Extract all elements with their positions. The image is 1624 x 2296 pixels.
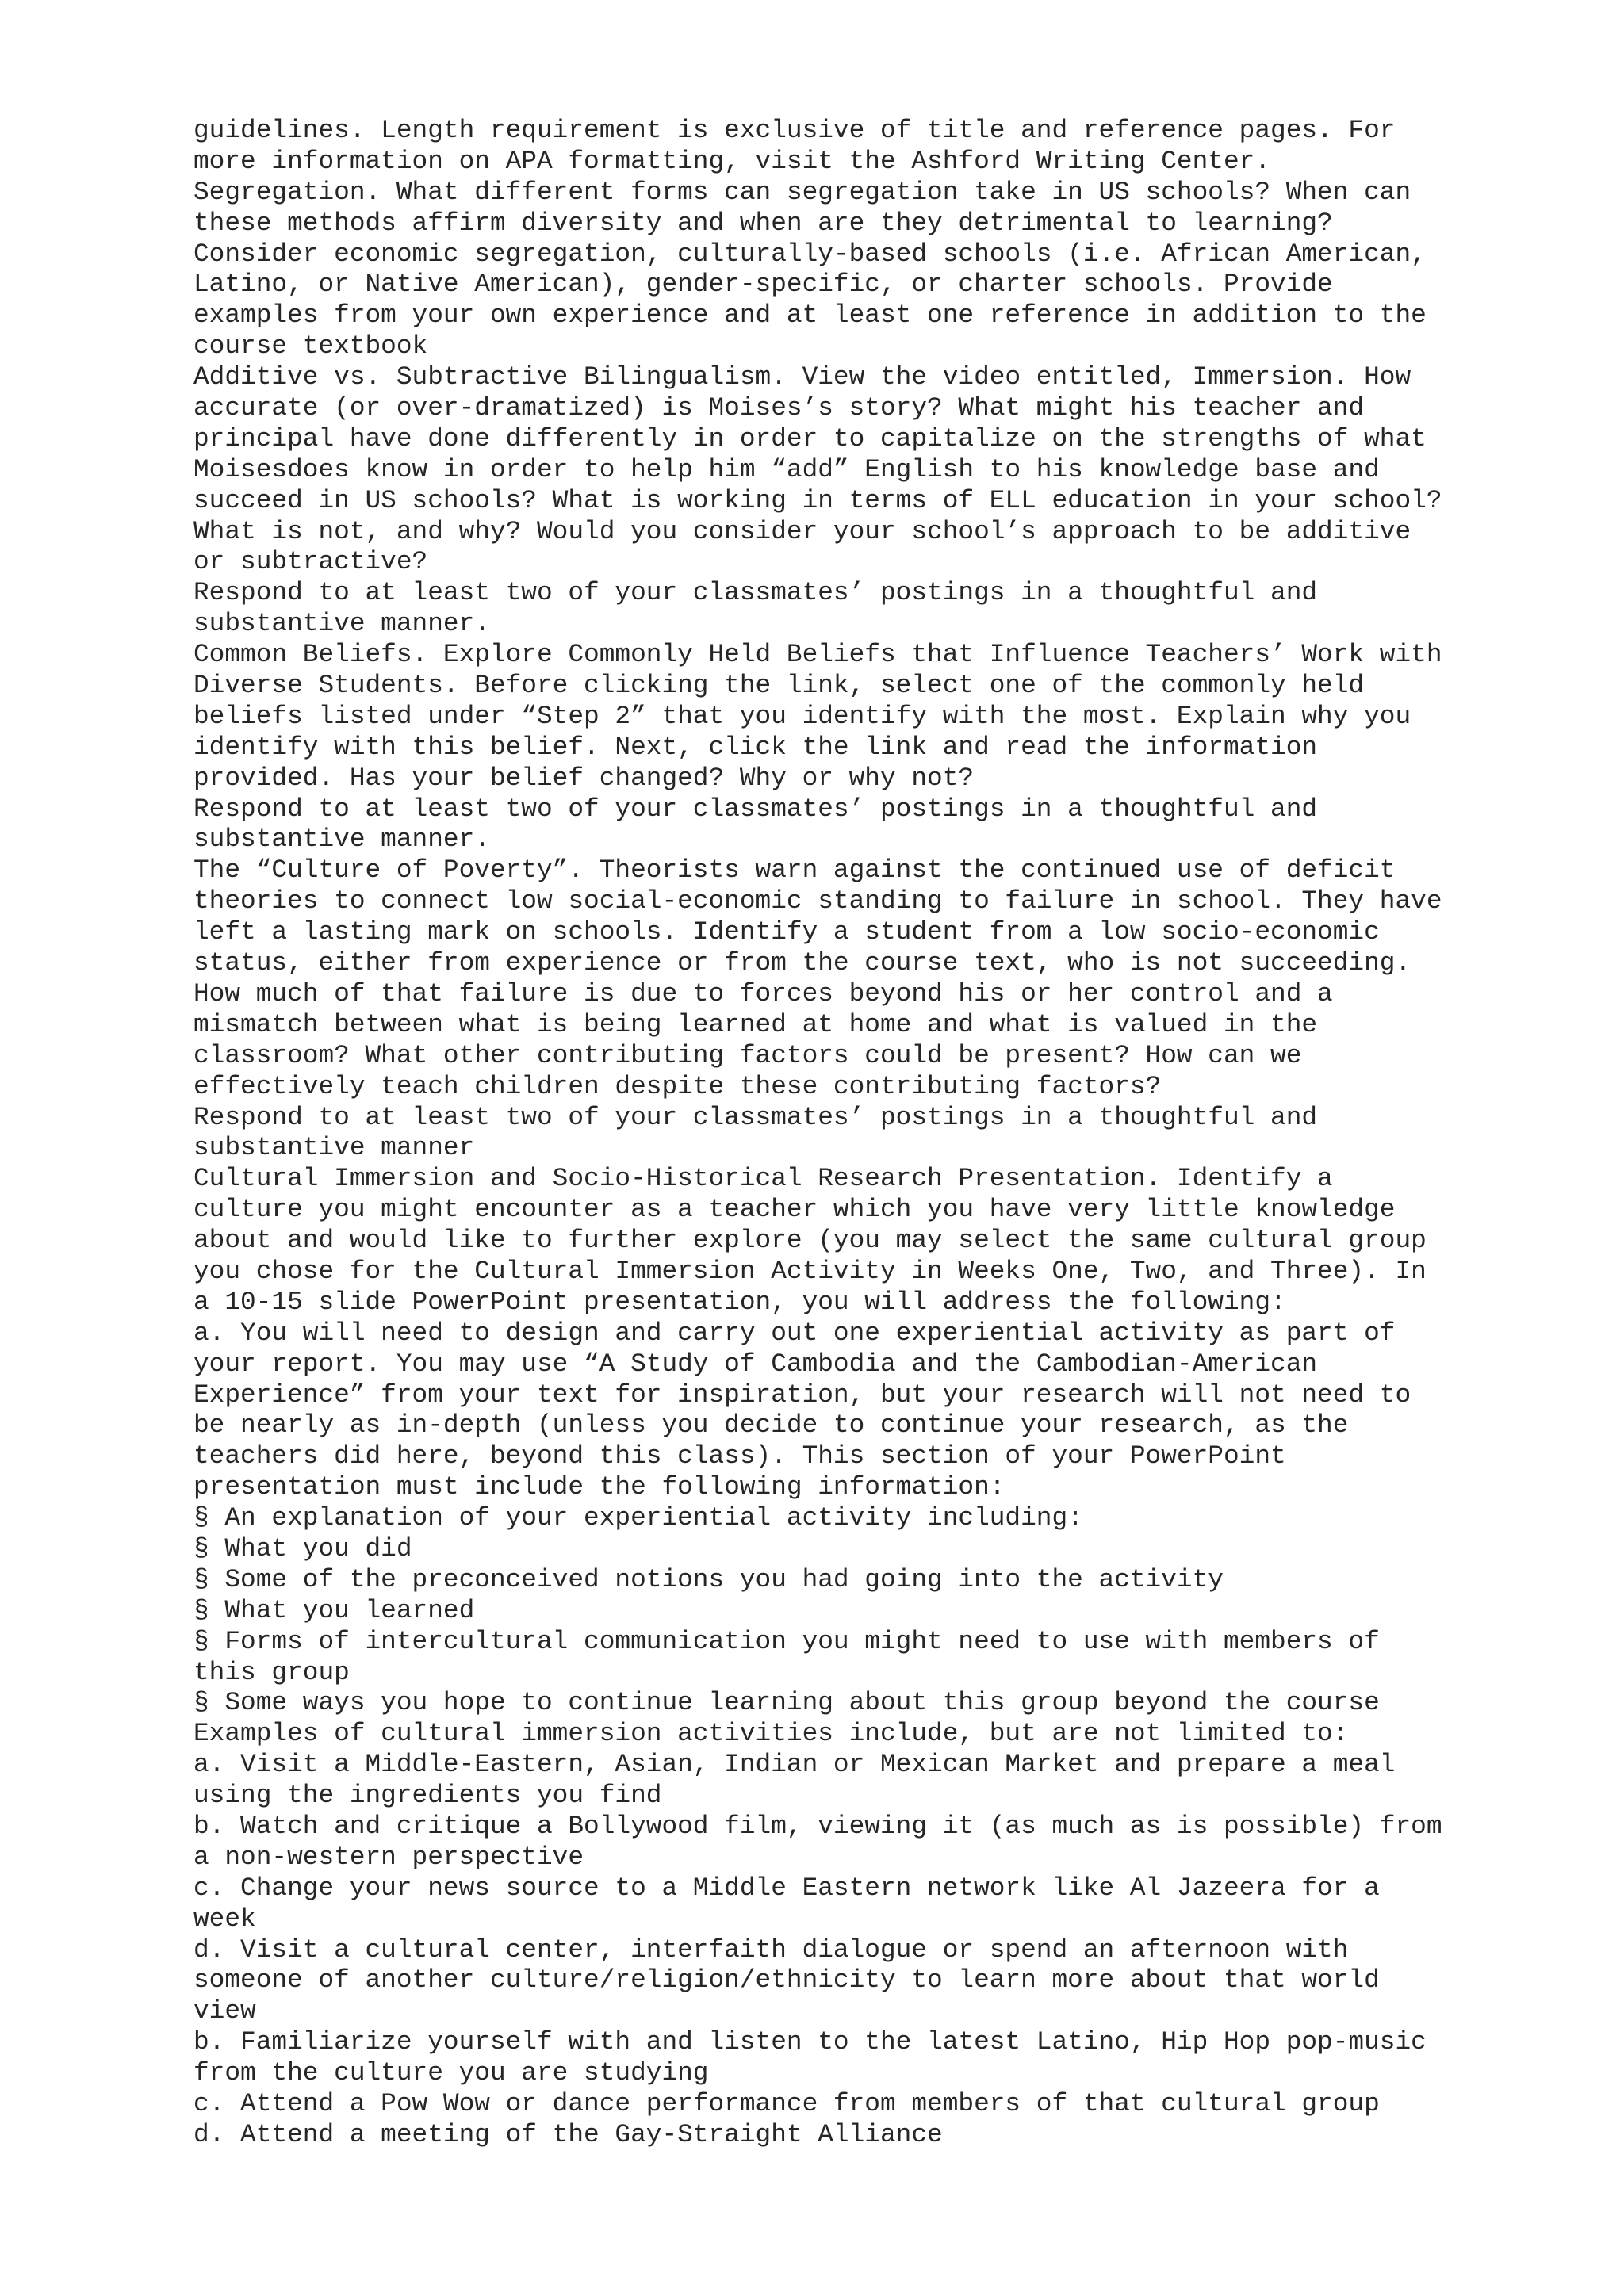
text-line: these methods affirm diversity and when are they detrimental to learning? — [193, 208, 1333, 238]
text-line: § What you did — [193, 1533, 412, 1563]
text-line: using the ingredients you find — [193, 1781, 662, 1811]
text-line: examples from your own experience and at least one reference in addition to the — [193, 300, 1427, 331]
text-line: about and would like to further explore (you may select the same cultural group — [193, 1226, 1427, 1256]
text-line: Consider economic segregation, culturally-based schools (i.e. African American, — [193, 239, 1427, 269]
text-line: substantive manner — [193, 1133, 475, 1163]
text-line: c. Change your news source to a Middle Eastern network like Al Jazeera for a — [193, 1873, 1380, 1903]
text-line: from the culture you are studying — [193, 2058, 709, 2088]
text-line: a 10-15 slide PowerPoint presentation, you will address the following: — [193, 1287, 1286, 1317]
text-line: c. Attend a Pow Wow or dance performance from members of that cultural group — [193, 2089, 1380, 2118]
text-line: The “Culture of Poverty”. Theorists warn against the continued use of deficit — [193, 855, 1396, 886]
text-line: § What you learned — [193, 1595, 475, 1625]
text-line: a. You will need to design and carry out one experiential activity as part of — [193, 1318, 1396, 1348]
text-line: Cultural Immersion and Socio-Historical Research Presentation. Identify a — [193, 1164, 1333, 1194]
text-line: How much of that failure is due to forces beyond his or her control and a — [193, 978, 1333, 1008]
text-line: Segregation. What different forms can segregation take in US schools? When can — [193, 177, 1411, 207]
text-line: you chose for the Cultural Immersion Activity in Weeks One, Two, and Three). In — [193, 1256, 1427, 1286]
text-line: What is not, and why? Would you consider your school’s approach to be additive — [193, 516, 1411, 546]
text-line: or subtractive? — [193, 547, 428, 577]
text-line: teachers did here, beyond this class). This section of your PowerPoint — [193, 1441, 1286, 1471]
text-line: your report. You may use “A Study of Cambodia and the Cambodian-American — [193, 1349, 1318, 1379]
text-line: identify with this belief. Next, click the link and read the information — [193, 732, 1318, 762]
text-line: view — [193, 1996, 256, 2026]
text-line: classroom? What other contributing factors could be present? How can we — [193, 1040, 1302, 1070]
text-line: succeed in US schools? What is working in terms of ELL education in your school? — [193, 485, 1442, 515]
text-line: b. Familiarize yourself with and listen to the latest Latino, Hip Hop pop-music — [193, 2027, 1427, 2057]
text-line: theories to connect low social-economic standing to failure in school. They have — [193, 886, 1442, 916]
text-line: Additive vs. Subtractive Bilingualism. View the video entitled, Immersion. How — [193, 362, 1411, 392]
text-line: d. Attend a meeting of the Gay-Straight Alliance — [193, 2119, 943, 2149]
text-line: principal have done differently in order to capitalize on the strengths of what — [193, 423, 1427, 453]
text-line: a. Visit a Middle-Eastern, Asian, Indian or Mexican Market and prepare a meal — [193, 1750, 1396, 1780]
text-line: § Some ways you hope to continue learning about this group beyond the course — [193, 1688, 1380, 1718]
text-line: a non-western perspective — [193, 1842, 584, 1872]
text-line: Respond to at least two of your classmates’ postings in a thoughtful and — [193, 794, 1318, 824]
text-line: substantive manner. — [193, 825, 490, 855]
text-line: b. Watch and critique a Bollywood film, viewing it (as much as is possible) from — [193, 1811, 1442, 1841]
text-line: substantive manner. — [193, 609, 490, 639]
text-line: be nearly as in-depth (unless you decide to continue your research, as the — [193, 1410, 1349, 1441]
text-line: provided. Has your belief changed? Why or why not? — [193, 763, 975, 793]
text-line: status, either from experience or from the course text, who is not succeeding. — [193, 948, 1411, 978]
text-line: presentation must include the following information: — [193, 1472, 1005, 1502]
text-line: more information on APA formatting, visit the Ashford Writing Center. — [193, 146, 1271, 176]
text-line: § An explanation of your experiential activity including: — [193, 1503, 1083, 1533]
text-line: mismatch between what is being learned at home and what is valued in the — [193, 1009, 1318, 1039]
text-line: Respond to at least two of your classmates’ postings in a thoughtful and — [193, 1102, 1318, 1132]
text-line: Respond to at least two of your classmates’ postings in a thoughtful and — [193, 578, 1318, 608]
text-line: Common Beliefs. Explore Commonly Held Beliefs that Influence Teachers’ Work with — [193, 640, 1442, 670]
text-line: Diverse Students. Before clicking the link, select one of the commonly held — [193, 671, 1365, 701]
text-line: left a lasting mark on schools. Identify a student from a low socio-economic — [193, 917, 1380, 947]
text-line: § Forms of intercultural communication you might need to use with members of — [193, 1626, 1380, 1656]
text-line: beliefs listed under “Step 2” that you identify with the most. Explain why you — [193, 701, 1411, 731]
text-line: guidelines. Length requirement is exclusive of title and reference pages. For — [193, 116, 1396, 145]
text-line: effectively teach children despite these contributing factors? — [193, 1071, 1162, 1101]
text-line: week — [193, 1904, 256, 1934]
text-line: accurate (or over-dramatized) is Moises’s story? What might his teacher and — [193, 393, 1365, 423]
text-line: culture you might encounter as a teacher which you have very little knowledge — [193, 1195, 1396, 1225]
text-line: Experience” from your text for inspiration, but your research will not need to — [193, 1380, 1411, 1410]
document-page — [193, 116, 1621, 2151]
text-line: this group — [193, 1657, 350, 1687]
text-line: Moisesdoes know in order to help him “add” English to his knowledge base and — [193, 454, 1380, 484]
text-line: Examples of cultural immersion activities include, but are not limited to: — [193, 1719, 1349, 1749]
text-line: d. Visit a cultural center, interfaith dialogue or spend an afternoon with — [193, 1934, 1349, 1965]
text-line: Latino, or Native American), gender-specific, or charter schools. Provide — [193, 270, 1333, 300]
text-line: course textbook — [193, 331, 428, 362]
text-line: § Some of the preconceived notions you had going into the activity — [193, 1564, 1224, 1594]
text-line: someone of another culture/religion/ethnicity to learn more about that world — [193, 1965, 1380, 1996]
